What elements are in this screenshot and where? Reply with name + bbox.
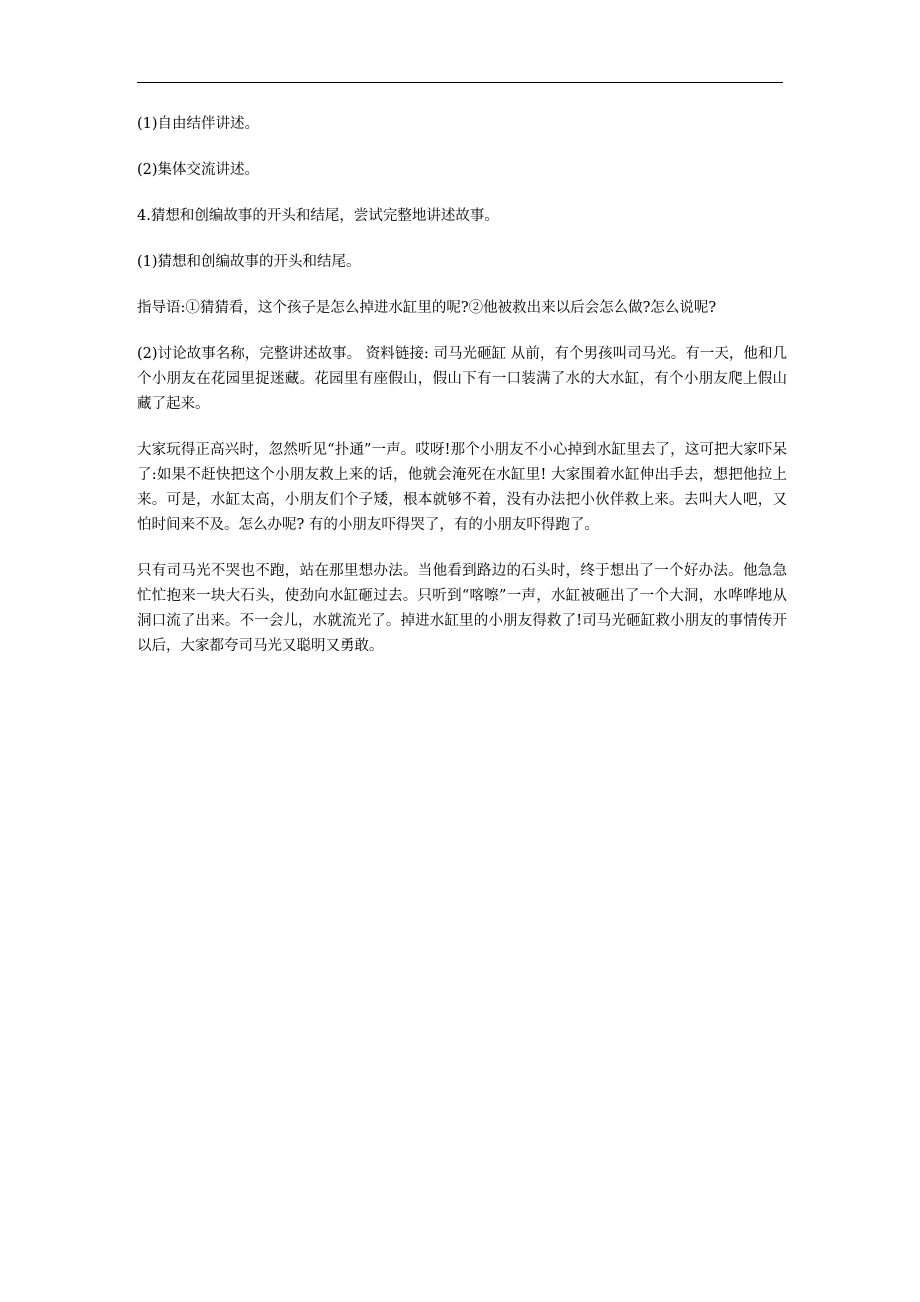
paragraph-1: (1)自由结伴讲述。: [137, 116, 260, 132]
paragraph-3: 4.猜想和创编故事的开头和结尾，尝试完整地讲述故事。: [137, 208, 499, 224]
document-body: [137, 112, 787, 659]
paragraph-5: 指导语:①猜猜看，这个孩子是怎么掉进水缸里的呢?②他被救出来以后会怎么做?怎么说呢?: [137, 300, 717, 316]
paragraph-4: (1)猜想和创编故事的开头和结尾。: [137, 254, 361, 270]
paragraph-2: (2)集体交流讲述。: [137, 162, 260, 178]
paragraph-7: 大家玩得正高兴时，忽然听见“扑通”一声。哎呀!那个小朋友不小心掉到水缸里去了，这可把大家吓呆了:如果不赶快把这个小朋友救上来的话，他就会淹死在水缸里! 大家围着水缸伸出手去，想把他拉上来。可是，水缸太高，小朋友们个子矮，根本就够不着，没有办法把小伙伴救上来。去叫大人吧，又怕时间来不及。怎么办呢? 有的小朋友吓得哭了，有的小朋友吓得跑了。: [137, 442, 787, 533]
paragraph-6: (2)讨论故事名称，完整讲述故事。 资料链接: 司马光砸缸 从前，有个男孩叫司马光。有一天，他和几个小朋友在花园里捉迷藏。花园里有座假山，假山下有一口装满了水的大水缸，有个小朋友爬上假山藏了起来。: [137, 346, 787, 412]
paragraph-8: 只有司马光不哭也不跑，站在那里想办法。当他看到路边的石头时，终于想出了一个好办法。他急急忙忙抱来一块大石头，使劲向水缸砸过去。只听到“喀嚓”一声，水缸被砸出了一个大洞，水哗哗地从洞口流了出来。不一会儿，水就流光了。掉进水缸里的小朋友得救了!司马光砸缸救小朋友的事情传开以后，大家都夸司马光又聪明又勇敢。: [137, 563, 787, 654]
header-rule: [137, 82, 783, 83]
